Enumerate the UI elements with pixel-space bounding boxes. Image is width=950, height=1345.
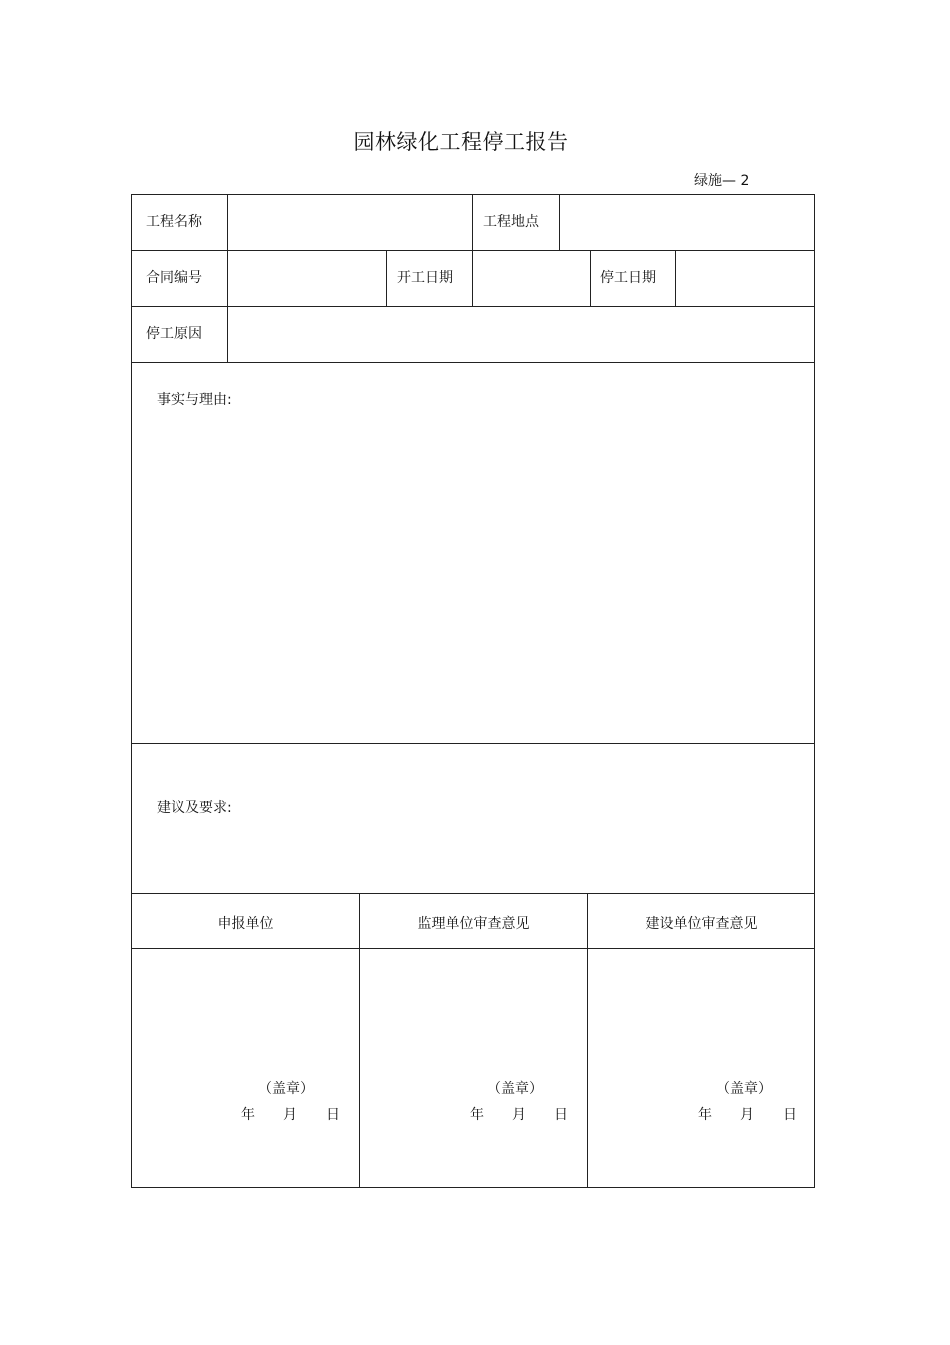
supervisor-header: 监理单位审查意见 (417, 916, 530, 932)
supervisor-seal: （盖章） (487, 1081, 543, 1097)
applicant-month: 月 (283, 1107, 297, 1123)
stop-date-field[interactable] (676, 251, 814, 306)
builder-day: 日 (783, 1107, 797, 1123)
applicant-seal: （盖章） (258, 1081, 314, 1097)
builder-header: 建设单位审查意见 (645, 916, 758, 932)
start-date-label: 开工日期 (397, 270, 453, 286)
start-date-field[interactable] (473, 251, 589, 306)
stop-reason-field[interactable] (228, 307, 814, 362)
contract-no-field[interactable] (228, 251, 385, 306)
suggestion-field[interactable] (132, 744, 814, 893)
applicant-year: 年 (241, 1107, 255, 1123)
row-divider (131, 893, 815, 894)
supervisor-opinion-field[interactable] (360, 949, 587, 1187)
applicant-header: 申报单位 (217, 916, 274, 932)
supervisor-year: 年 (470, 1107, 484, 1123)
col-divider (386, 250, 387, 306)
project-location-field[interactable] (560, 195, 814, 250)
suggestion-label: 建议及要求: (157, 800, 232, 816)
page-title: 园林绿化工程停工报告 (353, 130, 569, 154)
builder-seal: （盖章） (716, 1081, 772, 1097)
col-divider (590, 250, 591, 306)
stop-date-label: 停工日期 (600, 270, 656, 286)
supervisor-month: 月 (512, 1107, 526, 1123)
project-location-label: 工程地点 (483, 214, 539, 230)
facts-field[interactable] (132, 363, 814, 743)
contract-no-label: 合同编号 (146, 270, 202, 286)
applicant-day: 日 (326, 1107, 340, 1123)
builder-month: 月 (740, 1107, 754, 1123)
stop-reason-label: 停工原因 (146, 326, 202, 342)
builder-opinion-field[interactable] (588, 949, 815, 1187)
facts-label: 事实与理由: (157, 392, 232, 408)
supervisor-day: 日 (554, 1107, 568, 1123)
builder-year: 年 (698, 1107, 712, 1123)
project-name-field[interactable] (228, 195, 471, 250)
project-name-label: 工程名称 (146, 214, 202, 230)
form-code: 绿施— 2 (694, 173, 750, 189)
applicant-opinion-field[interactable] (132, 949, 359, 1187)
